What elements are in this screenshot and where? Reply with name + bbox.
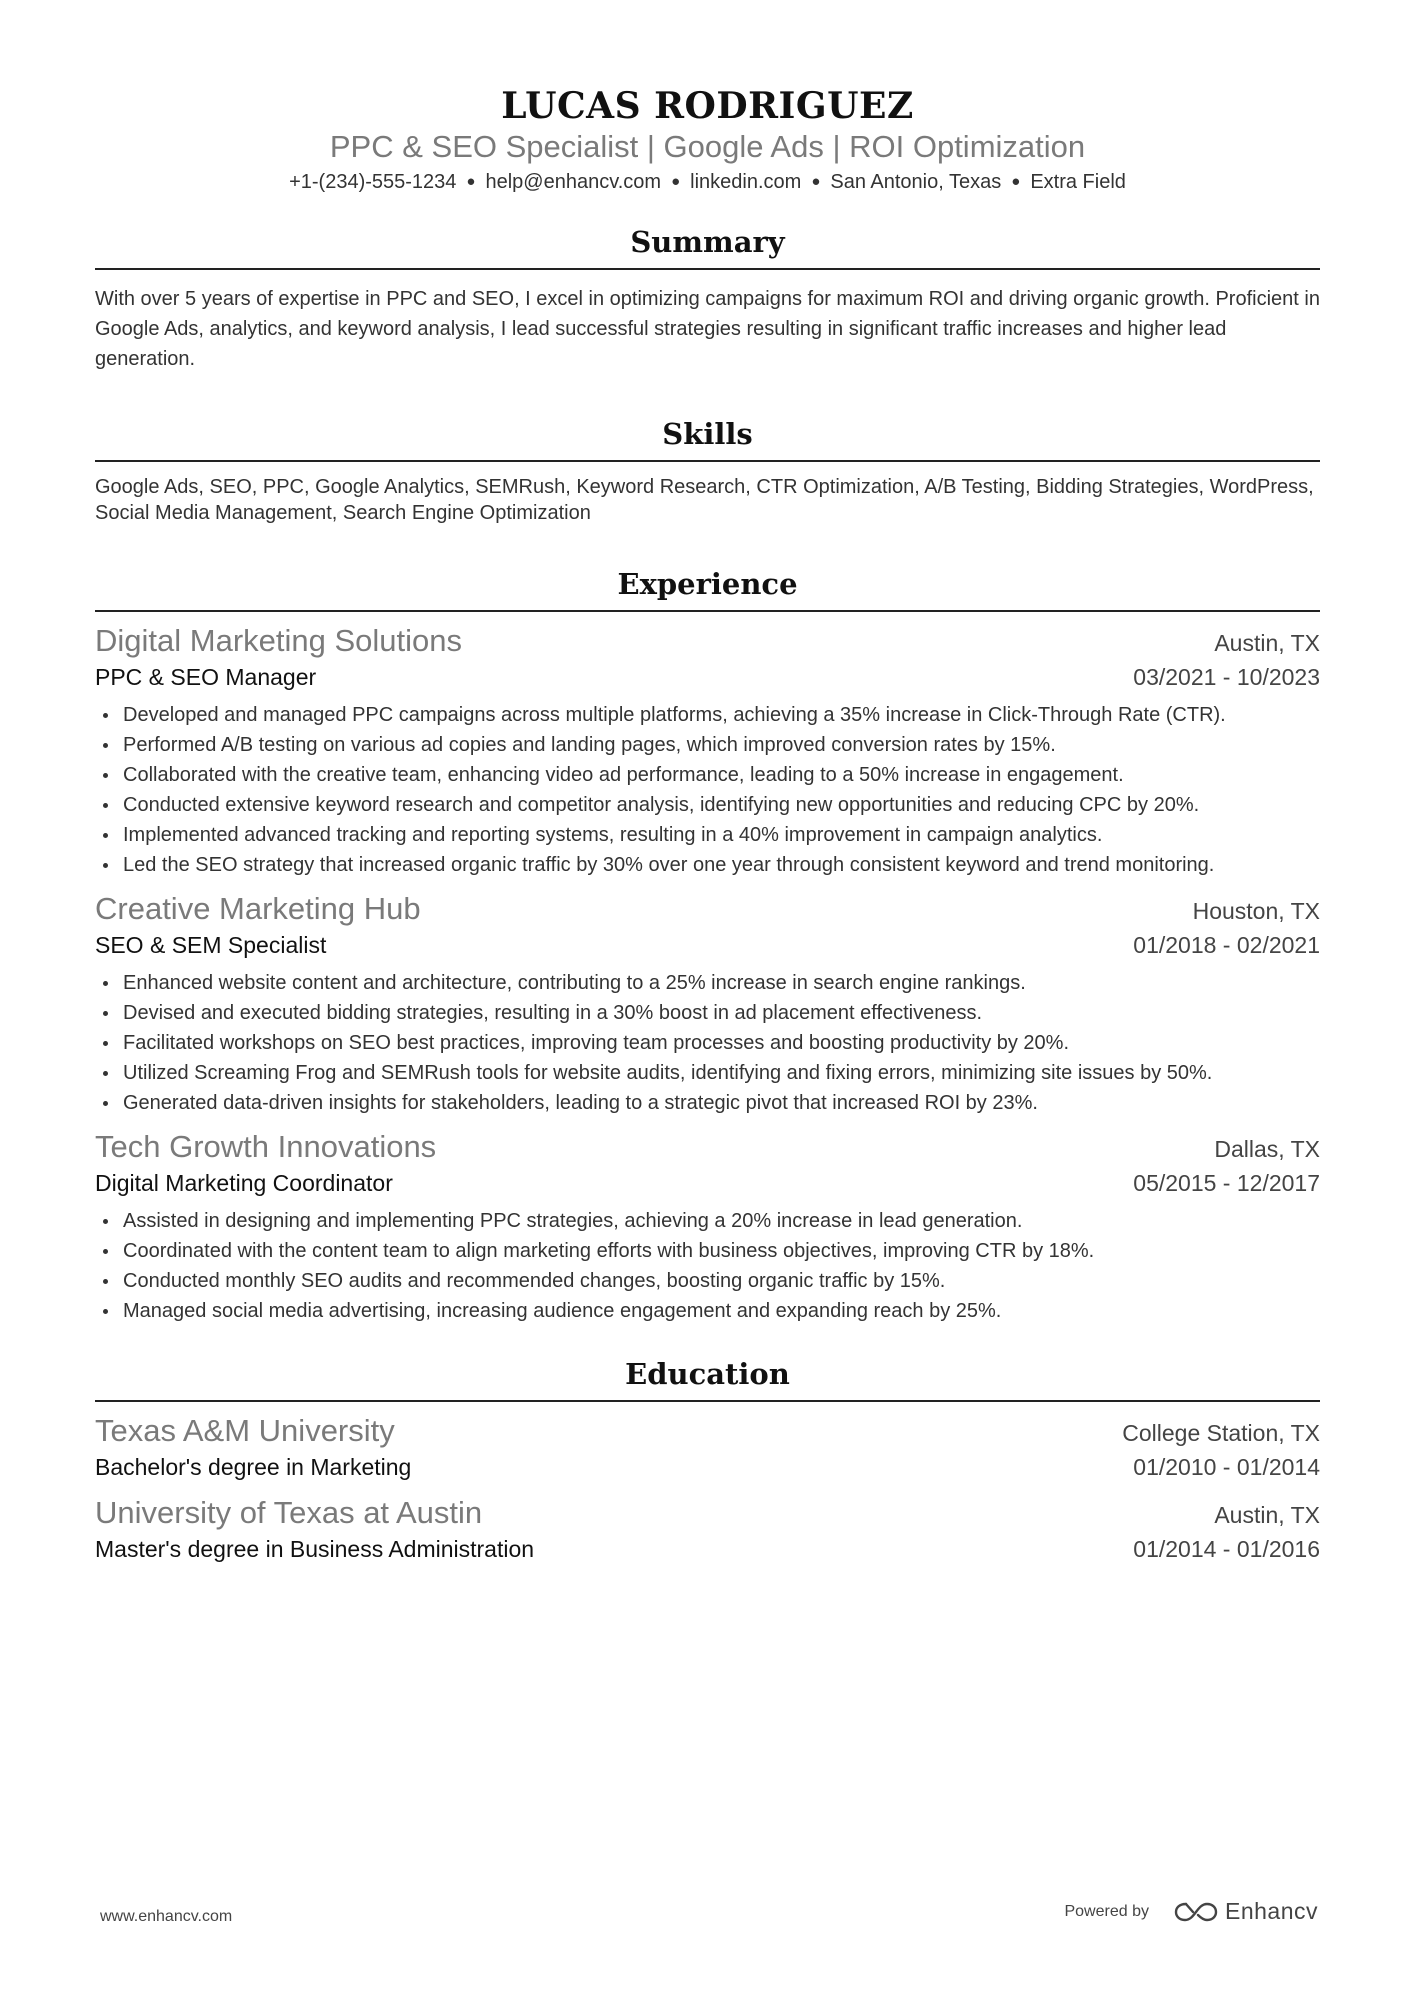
education-heading: Education [95, 1356, 1320, 1402]
enhancv-brand-name: Enhancv [1224, 1898, 1318, 1924]
bullet-item: Conducted extensive keyword research and competitor analysis, identifying new opportunities and reducing CPC by 20%. [123, 790, 1320, 820]
school-location: College Station, TX [1122, 1420, 1320, 1446]
contact-separator: ● [1011, 173, 1021, 190]
degree-name: Master's degree in Business Administration [95, 1536, 535, 1562]
bullet-item: Facilitated workshops on SEO best practices, improving team processes and boosting productivity by 20%. [123, 1028, 1320, 1058]
contact-extra-field: Extra Field [1030, 171, 1126, 193]
company-name: Tech Growth Innovations [95, 1129, 437, 1164]
summary-section [95, 224, 1320, 374]
education-section [95, 1356, 1320, 1566]
job-dates: 03/2021 - 10/2023 [1133, 664, 1320, 690]
skills-text: Google Ads, SEO, PPC, Google Analytics, SEMRush, Keyword Research, CTR Optimization, A/B Testing, Bidding Strategies, WordPress, Social Media Management, Search Engine Optimization [95, 476, 1314, 524]
powered-by-label: Powered by [1064, 1902, 1149, 1920]
contact-separator: ● [466, 173, 476, 190]
job-location: Dallas, TX [1214, 1136, 1320, 1162]
bullet-item: Utilized Screaming Frog and SEMRush tools for website audits, identifying and fixing errors, minimizing site issues by 50%. [123, 1058, 1320, 1088]
resume-header [95, 0, 1320, 198]
job-title: Digital Marketing Coordinator [95, 1170, 393, 1196]
education-dates: 01/2010 - 01/2014 [1133, 1454, 1320, 1480]
summary-heading: Summary [95, 224, 1320, 270]
experience-section [95, 566, 1320, 1326]
experience-entry [95, 622, 1320, 880]
job-bullets [95, 1206, 1320, 1326]
contact-location: San Antonio, Texas [830, 171, 1002, 193]
resume-page [95, 0, 1320, 1566]
experience-entry [95, 1128, 1320, 1326]
contact-phone[interactable]: +1-(234)-555-1234 [289, 171, 457, 193]
skills-heading: Skills [95, 416, 1320, 462]
job-location: Houston, TX [1192, 898, 1320, 924]
bullet-item: Conducted monthly SEO audits and recommended changes, boosting organic traffic by 15%. [123, 1266, 1320, 1296]
bullet-item: Devised and executed bidding strategies, resulting in a 30% boost in ad placement effectiveness. [123, 998, 1320, 1028]
job-bullets [95, 700, 1320, 880]
contact-linkedin[interactable]: linkedin.com [690, 171, 802, 193]
job-dates: 05/2015 - 12/2017 [1133, 1170, 1320, 1196]
enhancv-logo-icon [1173, 1900, 1219, 1924]
bullet-item: Led the SEO strategy that increased organic traffic by 30% over one year through consistent keyword and trend monitoring. [123, 850, 1320, 880]
job-dates: 01/2018 - 02/2021 [1133, 932, 1320, 958]
job-bullets [95, 968, 1320, 1118]
contact-separator: ● [811, 173, 821, 190]
education-entry [95, 1412, 1320, 1484]
degree-name: Bachelor's degree in Marketing [95, 1454, 412, 1480]
company-name: Digital Marketing Solutions [95, 623, 463, 658]
contact-email[interactable]: help@enhancv.com [485, 171, 662, 193]
bullet-item: Developed and managed PPC campaigns across multiple platforms, achieving a 35% increase in Click-Through Rate (CTR). [123, 700, 1320, 730]
bullet-item: Implemented advanced tracking and reporting systems, resulting in a 40% improvement in campaign analytics. [123, 820, 1320, 850]
experience-entry [95, 890, 1320, 1118]
contact-line [95, 168, 1320, 198]
bullet-item: Performed A/B testing on various ad copies and landing pages, which improved conversion rates by 15%. [123, 730, 1320, 760]
footer-branding [1064, 1898, 1318, 1925]
company-name: Creative Marketing Hub [95, 891, 421, 926]
skills-section [95, 416, 1320, 526]
footer-website[interactable]: www.enhancv.com [100, 1908, 233, 1925]
enhancv-brand[interactable] [1173, 1898, 1318, 1925]
bullet-item: Coordinated with the content team to align marketing efforts with business objectives, improving CTR by 18%. [123, 1236, 1320, 1266]
job-location: Austin, TX [1214, 630, 1320, 656]
candidate-name: LUCAS RODRIGUEZ [501, 85, 914, 127]
school-name: University of Texas at Austin [95, 1495, 483, 1530]
job-title: SEO & SEM Specialist [95, 932, 327, 958]
bullet-item: Generated data-driven insights for stakeholders, leading to a strategic pivot that increased ROI by 23%. [123, 1088, 1320, 1118]
school-name: Texas A&M University [95, 1413, 395, 1448]
contact-separator: ● [671, 173, 681, 190]
candidate-headline: PPC & SEO Specialist | Google Ads | ROI Optimization [329, 129, 1086, 164]
school-location: Austin, TX [1214, 1502, 1320, 1528]
education-entry [95, 1494, 1320, 1566]
job-title: PPC & SEO Manager [95, 664, 317, 690]
summary-text: With over 5 years of expertise in PPC and SEO, I excel in optimizing campaigns for maximum ROI and driving organic growth. Proficient in Google Ads, analytics, and keyword analysis, I lead successful strategies resulting in significant traffic increases and higher lead generation. [95, 288, 1320, 370]
education-dates: 01/2014 - 01/2016 [1133, 1536, 1320, 1562]
bullet-item: Managed social media advertising, increasing audience engagement and expanding reach by 25%. [123, 1296, 1320, 1326]
experience-heading: Experience [95, 566, 1320, 612]
bullet-item: Assisted in designing and implementing PPC strategies, achieving a 20% increase in lead generation. [123, 1206, 1320, 1236]
bullet-item: Collaborated with the creative team, enhancing video ad performance, leading to a 50% increase in engagement. [123, 760, 1320, 790]
bullet-item: Enhanced website content and architecture, contributing to a 25% increase in search engine rankings. [123, 968, 1320, 998]
